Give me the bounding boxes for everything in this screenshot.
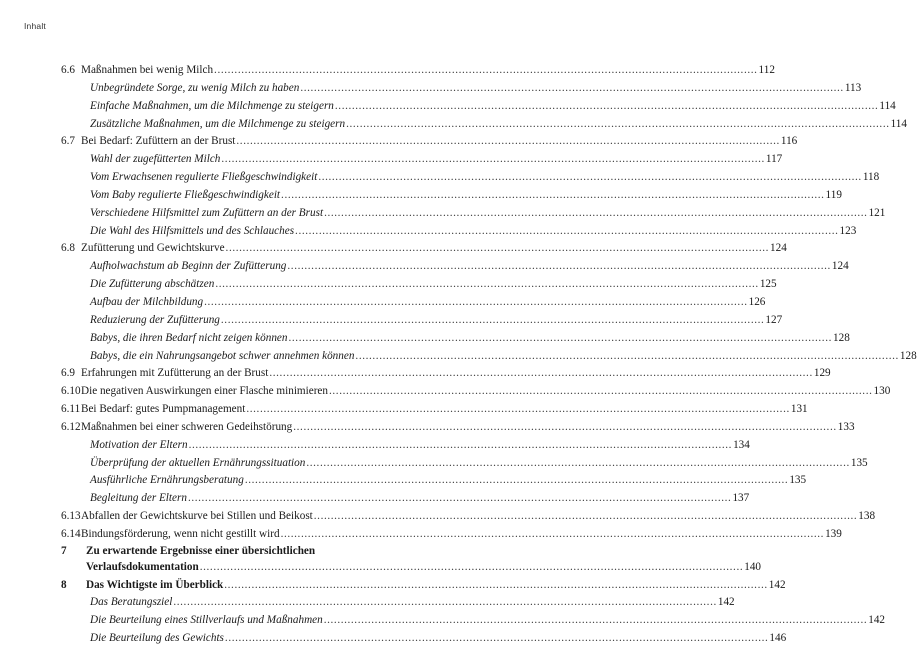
toc-entry-title: Aufbau der Milchbildung	[90, 295, 204, 308]
toc-entry-title: Zusätzliche Maßnahmen, um die Milchmenge zu steigern	[90, 117, 346, 130]
toc-entry-page-number: 124	[770, 242, 787, 255]
toc-entry-page-number: 113	[844, 81, 862, 94]
toc-entry-number: 8	[61, 578, 67, 591]
toc-entry-page-number: 130	[873, 385, 891, 398]
toc-entry-title: Maßnahmen bei wenig Milch	[81, 64, 214, 76]
toc-entry-title: Einfache Maßnahmen, um die Milchmenge zu steigern	[90, 99, 334, 112]
toc-entry	[61, 240, 787, 258]
toc-entry-title: Unbegründete Sorge, zu wenig Milch zu haben	[90, 81, 300, 94]
dot-leader	[281, 187, 825, 205]
dot-leader	[188, 490, 732, 508]
toc-entry-page-number: 135	[850, 456, 868, 469]
dot-leader	[236, 133, 780, 151]
toc-entry	[61, 437, 750, 455]
toc-entry	[61, 559, 762, 577]
toc-entry-page-number: 128	[899, 349, 917, 362]
toc-entry	[61, 508, 876, 526]
toc-entry	[61, 419, 855, 437]
toc-entry-page-number: 142	[868, 614, 886, 627]
toc-entry	[61, 630, 787, 648]
toc-entry-number: 6.10	[61, 385, 81, 398]
toc-entry	[61, 455, 868, 473]
toc-entry	[61, 223, 857, 241]
toc-entry-title: Babys, die ihren Bedarf nicht zeigen können	[90, 331, 288, 344]
dot-leader	[306, 455, 850, 473]
toc-entry-page-number: 131	[790, 403, 808, 416]
dot-leader	[189, 437, 733, 455]
dot-leader	[221, 312, 765, 330]
dot-leader	[269, 365, 813, 383]
toc-entry-title: Erfahrungen mit Zufütterung an der Brust	[81, 367, 269, 380]
dot-leader	[295, 223, 839, 241]
dot-leader	[224, 577, 768, 595]
toc-entry-page-number: 142	[717, 596, 735, 609]
dot-leader	[215, 276, 759, 294]
toc-entry	[61, 80, 862, 98]
toc-entry-title: Die Beurteilung des Gewichts	[90, 632, 224, 645]
toc-entry-title: Die negativen Auswirkungen einer Flasche minimieren	[81, 385, 328, 398]
toc-entry-number: 6.11	[61, 403, 81, 416]
toc-entry-title: Abfallen der Gewichtskurve bei Stillen und Beikost	[81, 510, 313, 523]
toc-entry	[61, 116, 907, 134]
toc-entry-title: Vom Baby regulierte Fließgeschwindigkeit	[90, 188, 281, 201]
toc-entry-page-number: 121	[868, 206, 886, 219]
toc-entry-number: 6.8	[61, 242, 75, 255]
toc-entry	[61, 276, 777, 294]
toc-entry-page-number: 134	[733, 438, 750, 451]
dot-leader	[346, 116, 890, 134]
toc-entry	[61, 472, 807, 490]
toc-entry-page-number: 114	[879, 99, 896, 112]
toc-entry	[61, 490, 750, 508]
dot-leader	[300, 80, 844, 98]
toc-entry	[61, 133, 798, 151]
dot-leader	[204, 294, 748, 312]
dot-leader	[318, 169, 862, 187]
toc-entry-title: Wahl der zugefütterten Milch	[90, 153, 221, 166]
toc-entry	[61, 169, 880, 187]
toc-entry-title: Verschiedene Hilfsmittel zum Zufüttern an der Brust	[90, 206, 324, 219]
toc-entry-page-number: 118	[862, 171, 880, 184]
toc-entry-title: Zu erwartende Ergebnisse einer übersichtlichen	[86, 544, 316, 557]
toc-entry-page-number: 129	[813, 367, 831, 380]
toc-entry	[61, 544, 406, 559]
toc-entry	[61, 98, 896, 116]
toc-entry-title: Die Zufütterung abschätzen	[90, 278, 215, 291]
toc-entry-page-number: 128	[833, 331, 850, 344]
toc-entry	[61, 312, 783, 330]
toc-entry-title: Überprüfung der aktuellen Ernährungssituation	[90, 456, 306, 469]
toc-entry-title: Motivation der Eltern	[90, 438, 188, 451]
dot-leader	[324, 612, 868, 630]
toc-entry-title: Die Beurteilung eines Stillverlaufs und Maßnahmen	[90, 614, 323, 627]
toc-entry-page-number: 112	[758, 64, 775, 76]
dot-leader	[200, 559, 744, 577]
toc-entry-title: Bei Bedarf: gutes Pumpmanagement	[81, 403, 246, 416]
toc-entry-page-number: 123	[839, 224, 857, 237]
toc-entry-title: Bindungsförderung, wenn nicht gestillt wird	[81, 527, 280, 540]
dot-leader	[335, 98, 879, 116]
toc-entry	[61, 151, 783, 169]
toc-entry	[61, 62, 775, 80]
toc-entry-page-number: 138	[858, 510, 876, 523]
toc-entry-title: Vom Erwachsenen regulierte Fließgeschwindigkeit	[90, 171, 318, 184]
toc-entry-page-number: 135	[789, 474, 807, 487]
toc-entry-title: Das Beratungsziel	[90, 596, 173, 609]
toc-entry-number: 6.12	[61, 420, 81, 433]
toc-entry-number: 6.9	[61, 367, 75, 380]
toc-entry-page-number: 127	[765, 313, 783, 326]
dot-leader	[214, 62, 758, 80]
dot-leader	[324, 205, 868, 223]
toc-entry	[61, 187, 842, 205]
toc-entry-title: Ausführliche Ernährungsberatung	[90, 474, 244, 487]
toc-entry-number: 6.14	[61, 527, 81, 540]
toc-entry	[61, 348, 917, 366]
toc-entry-page-number: 137	[732, 492, 750, 505]
dot-leader	[173, 594, 717, 612]
toc-entry-page-number: 142	[768, 578, 786, 591]
toc-entry-number: 6.6	[61, 64, 75, 76]
toc-entry-title: Verlaufsdokumentation	[86, 560, 199, 573]
dot-leader	[314, 508, 858, 526]
dot-leader	[246, 401, 790, 419]
toc-entry-page-number: 124	[831, 260, 849, 273]
dot-leader	[293, 419, 837, 437]
toc-entry-title: Die Wahl des Hilfsmittels und des Schlauches	[90, 224, 295, 237]
toc-entry	[61, 205, 886, 223]
dot-leader	[281, 526, 825, 544]
toc-entry-page-number: 140	[744, 560, 762, 573]
toc-entry-number: 7	[61, 544, 67, 557]
toc-entry	[61, 365, 831, 383]
dot-leader	[289, 330, 833, 348]
dot-leader	[329, 383, 873, 401]
toc-entry	[61, 294, 766, 312]
toc-entry	[61, 330, 850, 348]
toc-entry-title: Das Wichtigste im Überblick	[86, 578, 224, 591]
running-head: Inhalt	[24, 21, 46, 31]
dot-leader	[226, 240, 770, 258]
toc-entry	[61, 258, 849, 276]
toc-entry-title: Babys, die ein Nahrungsangebot schwer annehmen können	[90, 349, 355, 362]
toc-entry	[61, 401, 808, 419]
toc-entry-page-number: 116	[780, 135, 798, 148]
toc-entry	[61, 577, 786, 595]
table-of-contents	[61, 62, 917, 648]
toc-entry	[61, 526, 842, 544]
toc-entry	[61, 594, 735, 612]
toc-entry-page-number: 119	[825, 188, 842, 201]
toc-entry-number: 6.7	[61, 135, 75, 148]
toc-entry	[61, 612, 886, 630]
toc-entry-page-number: 117	[765, 153, 783, 166]
toc-entry-number: 6.13	[61, 510, 81, 523]
dot-leader	[287, 258, 831, 276]
toc-entry-page-number: 126	[748, 295, 766, 308]
toc-entry-title: Maßnahmen bei einer schweren Gedeihstörung	[81, 420, 293, 433]
toc-entry-title: Reduzierung der Zufütterung	[90, 313, 220, 326]
toc-entry-title: Zufütterung und Gewichtskurve	[81, 242, 225, 255]
dot-leader	[225, 630, 769, 648]
toc-entry-page-number: 139	[825, 527, 842, 540]
toc-entry-page-number: 114	[890, 117, 907, 130]
toc-entry	[61, 383, 891, 401]
toc-entry-page-number: 146	[769, 632, 787, 645]
toc-entry-title: Bei Bedarf: Zufüttern an der Brust	[81, 135, 236, 148]
toc-entry-page-number: 125	[759, 278, 777, 291]
toc-entry-page-number: 133	[837, 420, 855, 433]
dot-leader	[355, 348, 899, 366]
dot-leader	[245, 472, 789, 490]
toc-entry-title: Aufholwachstum ab Beginn der Zufütterung	[90, 260, 287, 273]
toc-entry-title: Begleitung der Eltern	[90, 492, 187, 505]
dot-leader	[221, 151, 765, 169]
